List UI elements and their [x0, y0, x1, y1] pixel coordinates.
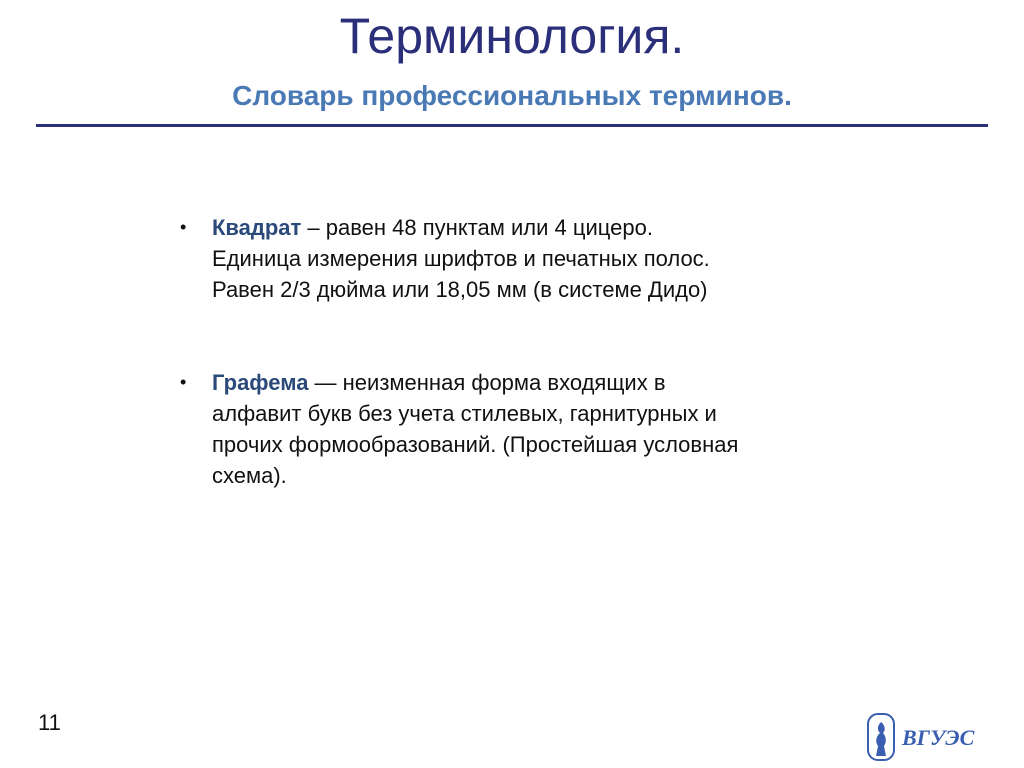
term-definition-line: алфавит букв без учета стилевых, гарнитурных и — [212, 401, 717, 426]
term-definition-line: Единица измерения шрифтов и печатных полос. — [212, 246, 710, 271]
bullet-icon: • — [180, 217, 187, 237]
bullet-icon: • — [180, 372, 187, 392]
term-list — [180, 212, 880, 553]
term-item-grafema — [180, 367, 880, 491]
term-definition-line: – равен 48 пунктам или 4 цицеро. — [301, 215, 653, 240]
term-definition-line: — неизменная форма входящих в — [308, 370, 666, 395]
term-name: Графема — [212, 370, 309, 395]
page-number: 11 — [38, 710, 61, 735]
term-definition-line: прочих формообразований. (Простейшая условная — [212, 432, 739, 457]
slide-subtitle: Словарь профессиональных терминов. — [232, 80, 792, 111]
term-name: Квадрат — [212, 215, 302, 240]
slide-title: Терминология. — [339, 8, 685, 64]
university-logo — [866, 712, 990, 762]
logo-text: ВГУЭС — [902, 725, 975, 750]
title-divider — [36, 124, 988, 127]
term-item-kvadrat — [180, 212, 880, 305]
term-definition-line: Равен 2/3 дюйма или 18,05 мм (в системе Дидо) — [212, 277, 708, 302]
term-definition-line: схема). — [212, 463, 287, 488]
